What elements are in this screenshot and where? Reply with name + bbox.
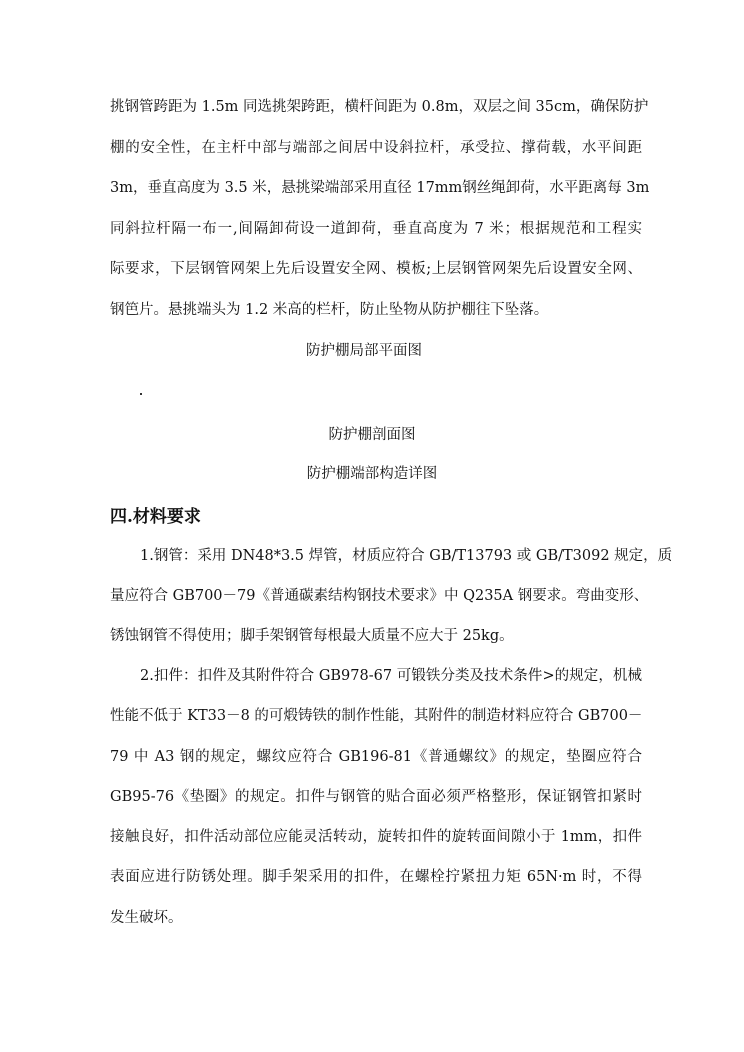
text-line: 2.扣件：扣件及其附件符合 GB978-67 可锻铁分类及技术条件>的规定，机械	[140, 668, 642, 684]
figure-caption-plan: 防护棚局部平面图	[306, 343, 422, 359]
text-line: 3m，垂直高度为 3.5 米，悬挑梁端部采用直径 17mm钢丝绳卸荷，水平距离每 3m	[110, 180, 650, 196]
text-line: 性能不低于 KT33－8 的可煅铸铁的制作性能，其附件的制造材料应符合 GB700－	[110, 708, 643, 724]
text-line: 挑钢管跨距为 1.5m 同选挑架跨距，横杆间距为 0.8m，双层之间 35cm，确保防护	[110, 99, 649, 115]
section-heading: 四.材料要求	[110, 507, 201, 527]
text-line: 发生破坏。	[110, 910, 183, 926]
text-line: 表面应进行防锈处理。脚手架采用的扣件，在螺栓拧紧扭力矩 65N·m 时，不得	[110, 869, 642, 885]
text-line: 79 中 A3 钢的规定，螺纹应符合 GB196-81《普通螺纹》的规定，垫圈应符合	[110, 749, 642, 765]
text-line: 1.钢管：采用 DN48*3.5 焊管，材质应符合 GB/T13793 或 GB/T3092 规定，质	[140, 548, 673, 564]
text-line: 棚的安全性，在主杆中部与端部之间居中设斜拉杆，承受拉、撑荷载，水平间距	[110, 140, 642, 156]
text-line: 同斜拉杆隔一布一,间隔卸荷设一道卸荷，垂直高度为 7 米；根据规范和工程实	[110, 221, 642, 237]
text-line: 量应符合 GB700－79《普通碳素结构钢技术要求》中 Q235A 钢要求。弯曲变形、	[110, 588, 649, 604]
text-line: GB95-76《垫圈》的规定。扣件与钢管的贴合面必须严格整形，保证钢管扣紧时	[110, 789, 642, 805]
dot-mark	[140, 393, 142, 395]
text-line: 接触良好，扣件活动部位应能灵活转动，旋转扣件的旋转面间隙小于 1mm，扣件	[110, 829, 642, 845]
figure-caption-section: 防护棚剖面图	[328, 427, 416, 443]
text-line: 锈蚀钢管不得使用；脚手架钢管每根最大质量不应大于 25kg。	[110, 628, 514, 644]
text-line: 际要求，下层钢管网架上先后设置安全网、模板;上层钢管网架先后设置安全网、	[110, 261, 642, 277]
text-line: 钢笆片。悬挑端头为 1.2 米高的栏杆，防止坠物从防护棚往下坠落。	[110, 302, 549, 318]
figure-caption-detail: 防护棚端部构造详图	[306, 466, 438, 482]
